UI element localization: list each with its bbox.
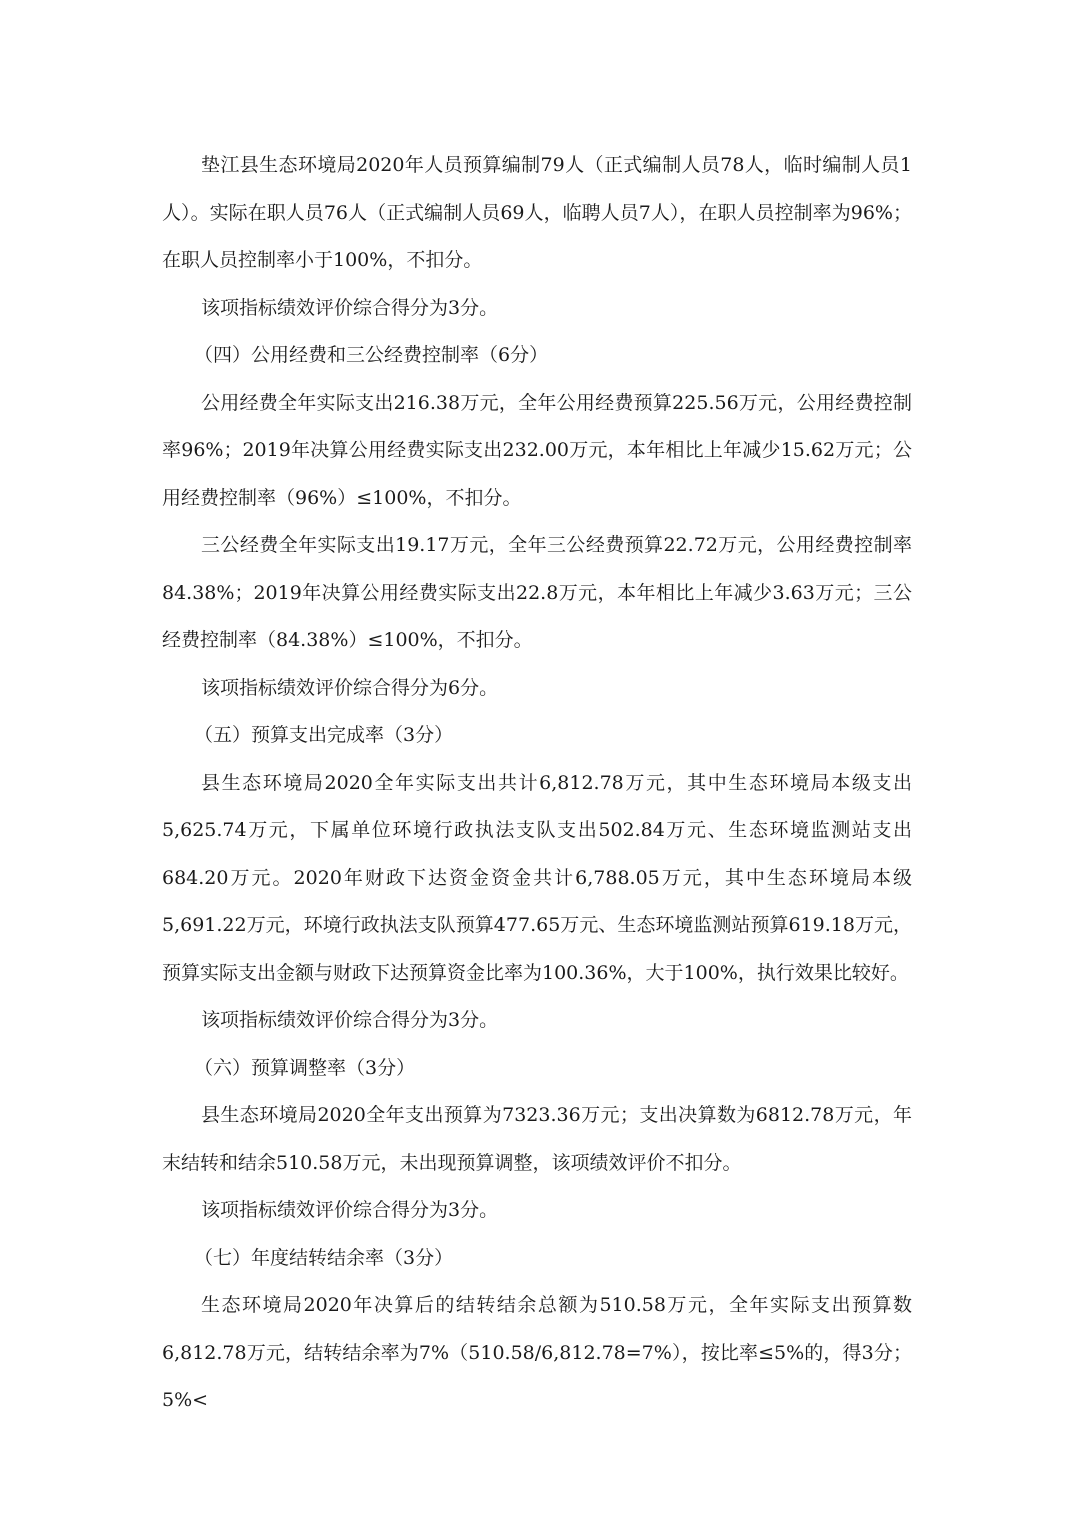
paragraph-score-adjustment: 该项指标绩效评价综合得分为3分。 xyxy=(201,1199,499,1221)
paragraph-budget-completion: 县生态环境局2020全年实际支出共计6,812.78万元，其中生态环境局本级支出5,625.74万元，下属单位环境行政执法支队支出502.84万元、生态环境监测站支出684.20万元。2020年财政下达资金资金共计6,788.05万元，其中生态环境局本级5,691.22万元，环境行政执法支队预算477.65万元、生态环境监测站预算619.18万元，预算实际支出金额与财政下达预算资金比率为100.36%，大于100%，执行效果比较好。 xyxy=(162,771,912,984)
paragraph-score-completion: 该项指标绩效评价综合得分为3分。 xyxy=(201,1009,499,1031)
section-heading-7: （七）年度结转结余率（3分） xyxy=(194,1246,454,1269)
paragraph-three-public-expense: 三公经费全年实际支出19.17万元，全年三公经费预算22.72万元，公用经费控制率84.38%；2019年决算公用经费实际支出22.8万元，本年相比上年减少3.63万元；三公经费控制率（84.38%）≤100%，不扣分。 xyxy=(162,534,912,651)
paragraph-public-expense: 公用经费全年实际支出216.38万元，全年公用经费预算225.56万元，公用经费控制率96%；2019年决算公用经费实际支出232.00万元，本年相比上年减少15.62万元；公用经费控制率（96%）≤100%，不扣分。 xyxy=(162,391,912,509)
section-heading-4: （四）公用经费和三公经费控制率（6分） xyxy=(194,344,549,366)
section-heading-6: （六）预算调整率（3分） xyxy=(194,1056,416,1079)
paragraph-carryover-rate: 生态环境局2020年决算后的结转结余总额为510.58万元，全年实际支出预算数6,812.78万元，结转结余率为7%（510.58/6,812.78=7%），按比率≤5%的，得3分；5%< xyxy=(162,1294,912,1411)
paragraph-score-staffing: 该项指标绩效评价综合得分为3分。 xyxy=(201,296,499,319)
paragraph-score-expense: 该项指标绩效评价综合得分为6分。 xyxy=(201,676,499,699)
document-body xyxy=(162,142,912,1425)
paragraph-staffing: 垫江县生态环境局2020年人员预算编制79人（正式编制人员78人，临时编制人员1人）。实际在职人员76人（正式编制人员69人，临聘人员7人），在职人员控制率为96%；在职人员控制率小于100%，不扣分。 xyxy=(162,154,912,271)
paragraph-budget-adjustment: 县生态环境局2020全年支出预算为7323.36万元；支出决算数为6812.78万元，年末结转和结余510.58万元，未出现预算调整，该项绩效评价不扣分。 xyxy=(162,1104,912,1174)
section-heading-5: （五）预算支出完成率（3分） xyxy=(194,724,454,746)
